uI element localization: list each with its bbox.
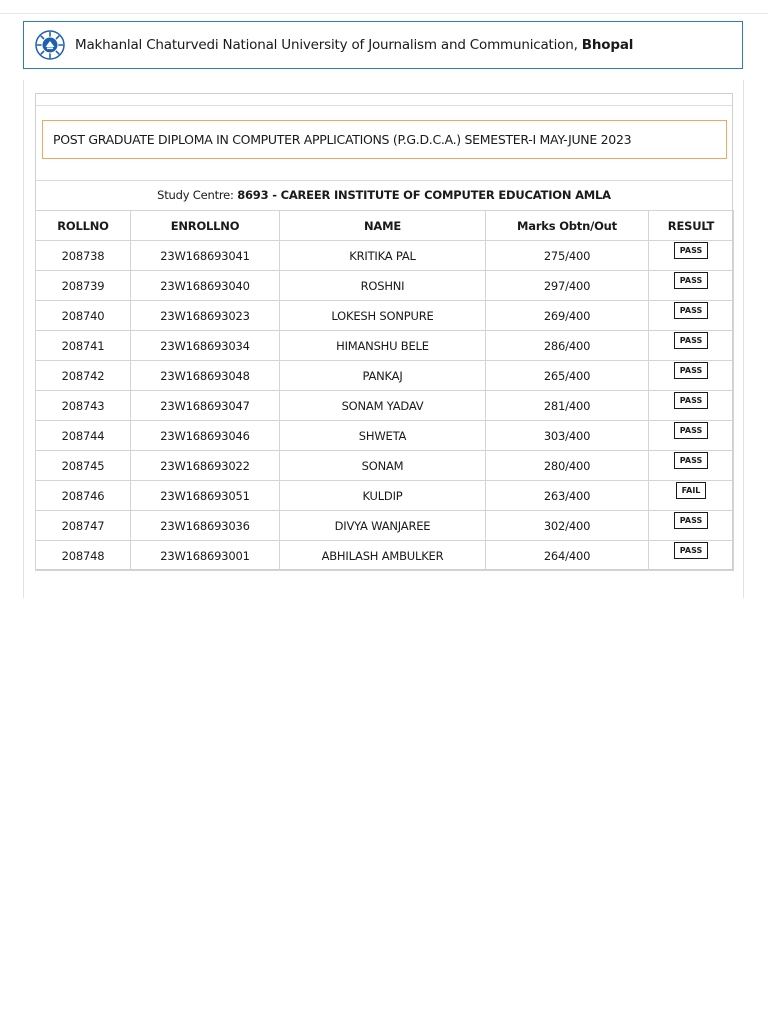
result-badge: PASS xyxy=(674,332,708,349)
table-row xyxy=(36,451,734,481)
result-cell xyxy=(649,541,734,571)
name-cell: PANKAJ xyxy=(280,361,486,391)
name-cell: SONAM YADAV xyxy=(280,391,486,421)
result-badge: PASS xyxy=(674,542,708,559)
table-row xyxy=(36,331,734,361)
table-row xyxy=(36,241,734,271)
course-title: POST GRADUATE DIPLOMA IN COMPUTER APPLICATIONS (P.G.D.C.A.) SEMESTER-I MAY-JUNE 2023 xyxy=(42,120,727,159)
rollno-cell: 208741 xyxy=(36,331,131,361)
university-name: Makhanlal Chaturvedi National University of Journalism and Communication, Bhopal xyxy=(75,37,634,53)
rollno-cell: 208748 xyxy=(36,541,131,571)
marks-cell: 264/400 xyxy=(486,541,649,571)
marks-cell: 265/400 xyxy=(486,361,649,391)
study-centre-value: 8693 - CAREER INSTITUTE OF COMPUTER EDUCATION AMLA xyxy=(237,188,611,202)
card-divider xyxy=(36,105,732,106)
name-cell: ROSHNI xyxy=(280,271,486,301)
enrollno-cell: 23W168693001 xyxy=(131,541,280,571)
result-cell xyxy=(649,301,734,331)
marks-cell: 275/400 xyxy=(486,241,649,271)
rollno-cell: 208745 xyxy=(36,451,131,481)
enrollno-cell: 23W168693022 xyxy=(131,451,280,481)
name-cell: DIVYA WANJAREE xyxy=(280,511,486,541)
result-badge: PASS xyxy=(674,362,708,379)
marks-cell: 302/400 xyxy=(486,511,649,541)
rollno-cell: 208738 xyxy=(36,241,131,271)
enrollno-cell: 23W168693034 xyxy=(131,331,280,361)
name-cell: SONAM xyxy=(280,451,486,481)
name-cell: KRITIKA PAL xyxy=(280,241,486,271)
top-divider xyxy=(0,13,768,14)
table-row xyxy=(36,391,734,421)
result-badge: PASS xyxy=(674,392,708,409)
table-row xyxy=(36,271,734,301)
result-badge: PASS xyxy=(674,452,708,469)
rollno-cell: 208742 xyxy=(36,361,131,391)
marks-cell: 280/400 xyxy=(486,451,649,481)
table-row xyxy=(36,511,734,541)
enrollno-cell: 23W168693036 xyxy=(131,511,280,541)
enrollno-cell: 23W168693051 xyxy=(131,481,280,511)
rollno-cell: 208740 xyxy=(36,301,131,331)
column-header-name: NAME xyxy=(280,211,486,241)
university-header xyxy=(23,21,743,69)
name-cell: SHWETA xyxy=(280,421,486,451)
marks-cell: 303/400 xyxy=(486,421,649,451)
name-cell: ABHILASH AMBULKER xyxy=(280,541,486,571)
result-badge: PASS xyxy=(674,242,708,259)
table-header-row xyxy=(36,211,734,241)
table-row xyxy=(36,421,734,451)
enrollno-cell: 23W168693040 xyxy=(131,271,280,301)
result-cell xyxy=(649,511,734,541)
marks-cell: 269/400 xyxy=(486,301,649,331)
result-badge: PASS xyxy=(674,272,708,289)
enrollno-cell: 23W168693023 xyxy=(131,301,280,331)
result-cell xyxy=(649,361,734,391)
result-badge: PASS xyxy=(674,422,708,439)
result-cell xyxy=(649,241,734,271)
result-badge: PASS xyxy=(674,512,708,529)
result-cell xyxy=(649,421,734,451)
column-header-rollno: ROLLNO xyxy=(36,211,131,241)
enrollno-cell: 23W168693041 xyxy=(131,241,280,271)
marks-cell: 263/400 xyxy=(486,481,649,511)
rollno-cell: 208744 xyxy=(36,421,131,451)
column-header-enrollno: ENROLLNO xyxy=(131,211,280,241)
table-row xyxy=(36,361,734,391)
marks-cell: 297/400 xyxy=(486,271,649,301)
rollno-cell: 208739 xyxy=(36,271,131,301)
result-badge: PASS xyxy=(674,302,708,319)
result-cell xyxy=(649,481,734,511)
result-cell xyxy=(649,391,734,421)
study-centre-label: Study Centre: xyxy=(157,188,234,202)
name-cell: LOKESH SONPURE xyxy=(280,301,486,331)
result-cell xyxy=(649,271,734,301)
results-table xyxy=(35,210,734,571)
table-row xyxy=(36,481,734,511)
rollno-cell: 208746 xyxy=(36,481,131,511)
result-badge: FAIL xyxy=(676,482,707,499)
rollno-cell: 208743 xyxy=(36,391,131,421)
table-row xyxy=(36,541,734,571)
enrollno-cell: 23W168693048 xyxy=(131,361,280,391)
result-cell xyxy=(649,331,734,361)
marks-cell: 281/400 xyxy=(486,391,649,421)
enrollno-cell: 23W168693046 xyxy=(131,421,280,451)
enrollno-cell: 23W168693047 xyxy=(131,391,280,421)
university-emblem-icon xyxy=(35,30,65,60)
table-row xyxy=(36,301,734,331)
result-cell xyxy=(649,451,734,481)
result-card xyxy=(35,93,733,570)
name-cell: HIMANSHU BELE xyxy=(280,331,486,361)
marks-cell: 286/400 xyxy=(486,331,649,361)
university-city: Bhopal xyxy=(581,37,634,53)
study-centre xyxy=(36,181,732,209)
rollno-cell: 208747 xyxy=(36,511,131,541)
column-header-result: RESULT xyxy=(649,211,734,241)
name-cell: KULDIP xyxy=(280,481,486,511)
column-header-marks: Marks Obtn/Out xyxy=(486,211,649,241)
